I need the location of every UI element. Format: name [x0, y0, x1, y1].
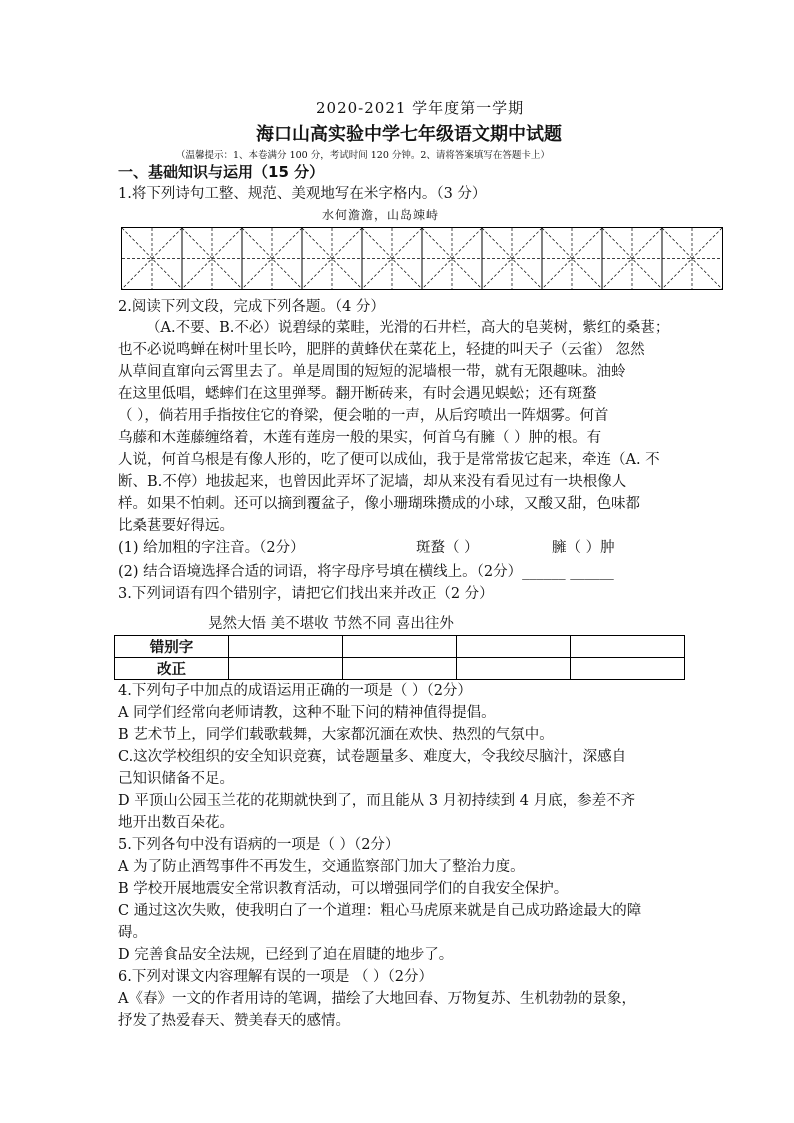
option: 抒发了热爱春天、赞美春天的感情。	[118, 1013, 350, 1029]
table-row	[115, 658, 685, 680]
question-5-prompt: 5.下列各句中没有语病的一项是（ ）（2分）	[118, 837, 400, 853]
option: B 学校开展地震安全常识教育活动，可以增强同学们的自我安全保护。	[118, 881, 569, 897]
answer-cell[interactable]	[229, 658, 343, 680]
row-label-correction: 改正	[115, 658, 229, 680]
answer-cell[interactable]	[571, 658, 685, 680]
q3-words: 晃然大悟 美不堪收 节然不同 喜出往外	[208, 616, 454, 632]
question-2-prompt: 2.阅读下列文段，完成下列各题。（4 分）	[118, 299, 385, 315]
option: 碍。	[118, 925, 147, 941]
mi-character-grid[interactable]	[121, 227, 723, 290]
q2-sub1-word2: 臃（ ）肿	[552, 540, 615, 556]
answer-cell[interactable]	[571, 636, 685, 658]
passage-line: 在这里低唱，蟋蟀们在这里弹琴。翻开断砖来，有时会遇见蜈蚣；还有斑蝥	[118, 386, 597, 402]
q2-sub1-prompt: (1) 给加粗的字注音。（2分）	[118, 540, 305, 556]
option: A 为了防止酒驾事件不再发生，交通监察部门加大了整治力度。	[118, 859, 525, 875]
q2-sub2-prompt: (2) 结合语境选择合适的词语，将字母序号填在横线上。（2分）______ ______	[118, 564, 614, 580]
correction-table	[114, 635, 685, 680]
exam-title: 海口山高实验中学七年级语文期中试题	[256, 124, 562, 145]
passage-line: 人说，何首乌根是有像人形的，吃了便可以成仙，我于是常常拔它起来，牵连（A. 不	[118, 452, 660, 468]
passage-line: 乌藤和木莲藤缠络着，木莲有莲房一般的果实，何首乌有臃（ ）肿的根。有	[118, 430, 602, 446]
answer-cell[interactable]	[229, 636, 343, 658]
option: D 完善食品安全法规，已经到了迫在眉睫的地步了。	[118, 947, 454, 963]
option: C 通过这次失败，使我明白了一个道理：粗心马虎原来就是自己成功路途最大的障	[118, 903, 642, 919]
option: 己知识储备不足。	[118, 771, 234, 787]
table-row	[115, 636, 685, 658]
answer-cell[interactable]	[457, 636, 571, 658]
option: A《春》一文的作者用诗的笔调，描绘了大地回春、万物复苏、生机勃勃的景象，	[118, 991, 636, 1007]
option: B 艺术节上，同学们载歌载舞，大家都沉湎在欢快、热烈的气氛中。	[118, 727, 554, 743]
exam-notice: （温馨提示：1、本卷满分 100 分，考试时间 120 分钟。2、请将答案填写在答题卡上）	[176, 150, 550, 161]
question-4-prompt: 4.下列句子中加点的成语运用正确的一项是（ ）（2分）	[118, 683, 472, 699]
question-3-prompt: 3.下列词语有四个错别字，请把它们找出来并改正（2 分）	[118, 586, 494, 602]
question-1-prompt: 1.将下列诗句工整、规范、美观地写在米字格内。（3 分）	[118, 186, 487, 202]
passage-line: 比桑葚要好得远。	[118, 518, 234, 534]
passage-line: 断、B.不停）地拔起来，也曾因此弄坏了泥墙，却从来没有看见过有一块根像人	[118, 474, 627, 490]
question-6-prompt: 6.下列对课文内容理解有误的一项是 （ ）（2分）	[118, 969, 434, 985]
section-heading: 一、基础知识与运用（15 分）	[118, 163, 325, 181]
exam-year-term: 2020-2021 学年度第一学期	[316, 99, 525, 117]
answer-cell[interactable]	[457, 658, 571, 680]
passage-line: （A.不要、B.不必）说碧绿的菜畦，光滑的石井栏，高大的皂荚树，紫红的桑葚；	[146, 320, 670, 336]
option: D 平顶山公园玉兰花的花期就快到了，而且能从 3 月初持续到 4 月底，参差不齐	[118, 793, 636, 809]
mi-grid-drawing	[122, 228, 722, 289]
option: 地开出数百朵花。	[118, 815, 234, 831]
q2-sub1-word1: 斑蝥（ ）	[416, 540, 479, 556]
poem-line: 水何澹澹，山岛竦峙	[322, 208, 440, 222]
passage-line: 从草间直窜向云霄里去了。单是周围的短短的泥墙根一带，就有无限趣味。油蛉	[118, 364, 626, 380]
answer-cell[interactable]	[343, 658, 457, 680]
option: C.这次学校组织的安全知识竞赛，试卷题量多、难度大，令我绞尽脑汁，深感自	[118, 749, 627, 765]
row-label-typo: 错别字	[115, 636, 229, 658]
passage-line: （ ），倘若用手指按住它的脊梁，便会啪的一声，从后窍喷出一阵烟雾。何首	[118, 408, 609, 424]
passage-line: 样。如果不怕刺。还可以摘到覆盆子，像小珊瑚珠攒成的小球，又酸又甜，色味都	[118, 496, 640, 512]
answer-cell[interactable]	[343, 636, 457, 658]
passage-line: 也不必说鸣蝉在树叶里长吟，肥胖的黄蜂伏在菜花上，轻捷的叫天子（云雀） 忽然	[118, 342, 645, 358]
option: A 同学们经常向老师请教，这种不耻下问的精神值得提倡。	[118, 705, 496, 721]
